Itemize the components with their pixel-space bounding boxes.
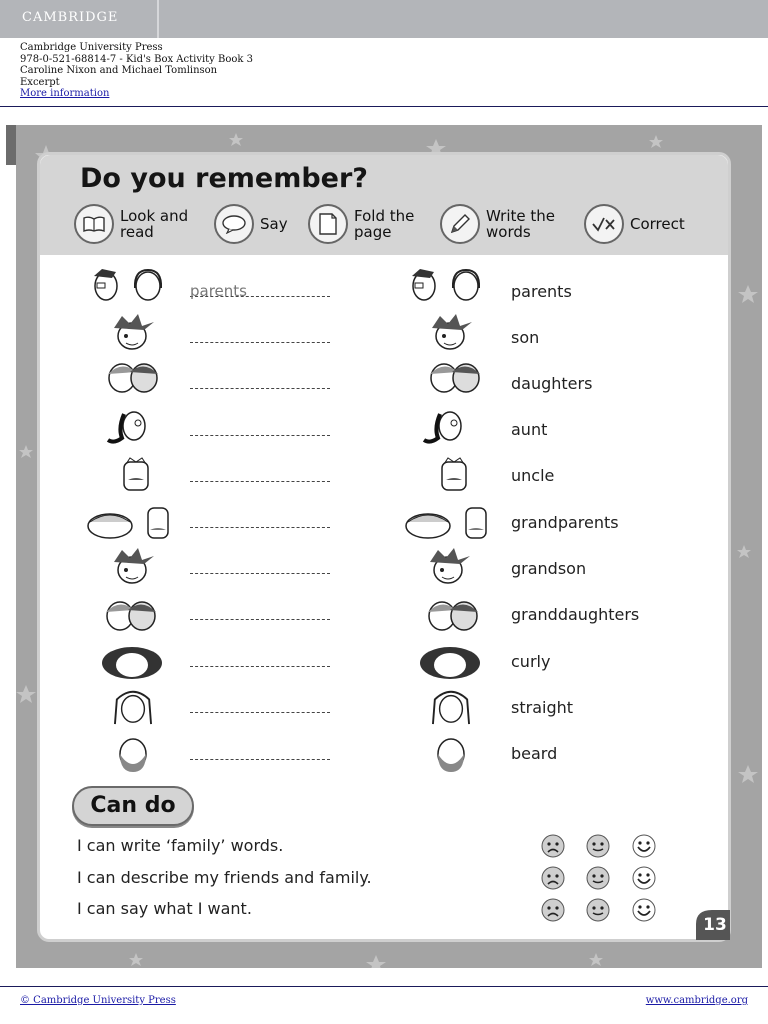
instruction-correct bbox=[584, 204, 685, 244]
copyright-link[interactable]: © Cambridge University Press bbox=[20, 995, 176, 1006]
instruction-label: Look and read bbox=[120, 207, 189, 241]
tick-cross-icon bbox=[584, 204, 624, 244]
daughters-picture bbox=[422, 358, 488, 396]
happy-face-icon[interactable] bbox=[632, 834, 656, 858]
write-line[interactable] bbox=[190, 388, 330, 389]
curly-hair-picture bbox=[418, 644, 482, 682]
can-do-statement: I can write ‘family’ words. bbox=[77, 836, 284, 855]
write-line[interactable] bbox=[190, 435, 330, 436]
brand-box bbox=[0, 0, 159, 38]
brand-logo: CAMBRIDGE bbox=[22, 10, 119, 25]
write-line[interactable] bbox=[190, 573, 330, 574]
straight-hair-picture bbox=[428, 688, 474, 726]
write-line[interactable] bbox=[190, 759, 330, 760]
instruction-label: Fold the page bbox=[354, 207, 415, 241]
write-line[interactable] bbox=[190, 619, 330, 620]
sad-face-icon[interactable] bbox=[541, 834, 565, 858]
instruction-label: Write the words bbox=[486, 207, 555, 241]
neutral-face-icon[interactable] bbox=[586, 866, 610, 890]
grandparents-picture bbox=[86, 504, 176, 542]
happy-face-icon[interactable] bbox=[632, 866, 656, 890]
speech-bubble-icon bbox=[214, 204, 254, 244]
curly-hair-picture bbox=[100, 644, 164, 682]
aunt-picture bbox=[104, 408, 154, 446]
publisher-name: Cambridge University Press bbox=[20, 42, 163, 53]
uncle-picture bbox=[434, 456, 474, 494]
beard-picture bbox=[114, 736, 152, 774]
happy-face-icon[interactable] bbox=[632, 898, 656, 922]
book-icon bbox=[74, 204, 114, 244]
sad-face-icon[interactable] bbox=[541, 866, 565, 890]
parents-picture bbox=[88, 266, 172, 304]
instruction-fold-the-page bbox=[308, 204, 424, 244]
margin-tab bbox=[6, 125, 16, 165]
page-number: 13 bbox=[703, 915, 727, 935]
uncle-picture bbox=[116, 456, 156, 494]
word-label: uncle bbox=[511, 466, 555, 485]
write-line[interactable] bbox=[190, 527, 330, 528]
website-link[interactable]: www.cambridge.org bbox=[645, 995, 748, 1006]
publisher-bar bbox=[0, 0, 768, 38]
can-do-statement: I can say what I want. bbox=[77, 899, 252, 918]
grandparents-picture bbox=[404, 504, 494, 542]
pencil-icon bbox=[440, 204, 480, 244]
example-answer: parents bbox=[190, 282, 247, 300]
fold-page-icon bbox=[308, 204, 348, 244]
instruction-say bbox=[214, 204, 288, 244]
header-divider bbox=[0, 106, 768, 107]
granddaughters-picture bbox=[98, 596, 164, 634]
beard-picture bbox=[432, 736, 470, 774]
write-line[interactable] bbox=[190, 712, 330, 713]
write-line[interactable] bbox=[190, 666, 330, 667]
more-information-link[interactable]: More information bbox=[20, 88, 110, 100]
authors: Caroline Nixon and Michael Tomlinson bbox=[20, 65, 218, 77]
write-line[interactable] bbox=[190, 342, 330, 343]
grandson-picture bbox=[104, 548, 160, 586]
word-label: curly bbox=[511, 652, 551, 671]
neutral-face-icon[interactable] bbox=[586, 834, 610, 858]
word-label: daughters bbox=[511, 374, 593, 393]
instruction-look-and-read bbox=[74, 204, 200, 244]
can-do-badge: Can do bbox=[72, 786, 194, 826]
word-label: aunt bbox=[511, 420, 548, 439]
aunt-picture bbox=[420, 408, 470, 446]
word-label: grandson bbox=[511, 559, 587, 578]
footer-divider bbox=[0, 986, 768, 987]
excerpt-label: Excerpt bbox=[20, 76, 60, 88]
instruction-label: Say bbox=[260, 215, 288, 233]
sad-face-icon[interactable] bbox=[541, 898, 565, 922]
book-metadata bbox=[20, 42, 253, 100]
son-picture bbox=[104, 314, 160, 352]
straight-hair-picture bbox=[110, 688, 156, 726]
word-label: straight bbox=[511, 698, 574, 717]
isbn-title: 978-0-521-68814-7 - Kid's Box Activity Book 3 bbox=[20, 53, 254, 65]
son-picture bbox=[422, 314, 478, 352]
granddaughters-picture bbox=[420, 596, 486, 634]
instruction-write-the-words bbox=[440, 204, 566, 244]
word-label: grandparents bbox=[511, 513, 619, 532]
page-title: Do you remember? bbox=[80, 163, 368, 194]
word-label: granddaughters bbox=[511, 605, 640, 624]
grandson-picture bbox=[420, 548, 476, 586]
instruction-label: Correct bbox=[630, 215, 685, 233]
word-label: parents bbox=[511, 282, 572, 301]
write-line[interactable] bbox=[190, 481, 330, 482]
neutral-face-icon[interactable] bbox=[586, 898, 610, 922]
word-label: beard bbox=[511, 744, 558, 763]
word-label: son bbox=[511, 328, 540, 347]
can-do-statement: I can describe my friends and family. bbox=[77, 868, 372, 887]
daughters-picture bbox=[100, 358, 166, 396]
parents-picture bbox=[406, 266, 490, 304]
